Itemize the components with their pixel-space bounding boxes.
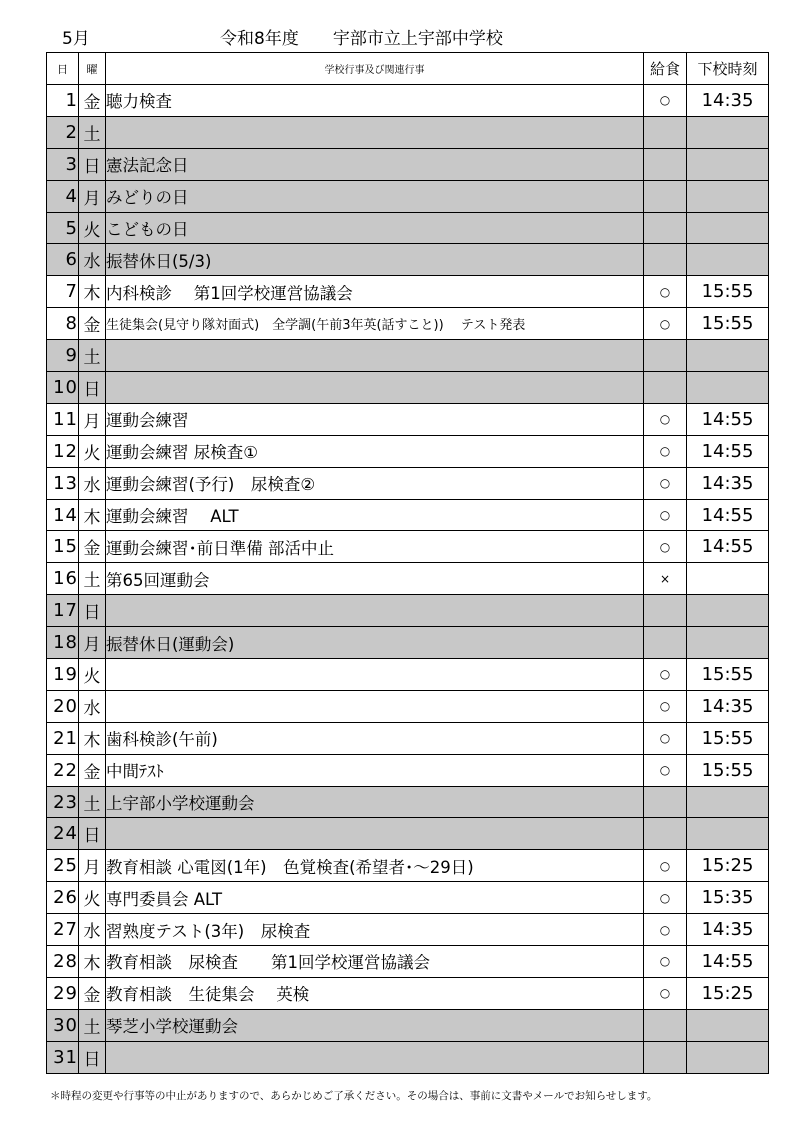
dismissal-time-cell: 14:35 (687, 914, 769, 946)
table-row (47, 1041, 769, 1073)
lunch-cell (644, 116, 687, 148)
day-cell: 15 (47, 531, 79, 563)
events-cell: 運動会練習 (106, 403, 644, 435)
lunch-cell: ○ (644, 946, 687, 978)
lunch-cell: ○ (644, 276, 687, 308)
table-row (47, 818, 769, 850)
dismissal-time-cell: 15:35 (687, 882, 769, 914)
events-cell (106, 659, 644, 691)
weekday-cell: 日 (79, 148, 106, 180)
day-cell: 17 (47, 595, 79, 627)
table-row (47, 850, 769, 882)
events-cell: 教育相談 心電図(1年) 色覚検査(希望者･～29日) (106, 850, 644, 882)
day-cell: 11 (47, 403, 79, 435)
table-row (47, 403, 769, 435)
table-row (47, 595, 769, 627)
table-row (47, 659, 769, 691)
dismissal-time-cell (687, 180, 769, 212)
dismissal-time-cell: 15:55 (687, 722, 769, 754)
lunch-cell: ○ (644, 531, 687, 563)
weekday-cell: 日 (79, 595, 106, 627)
events-cell (106, 340, 644, 372)
dismissal-time-cell (687, 627, 769, 659)
weekday-cell: 月 (79, 180, 106, 212)
table-row (47, 722, 769, 754)
lunch-cell (644, 372, 687, 404)
events-cell: 聴力検査 (106, 85, 644, 117)
weekday-cell: 木 (79, 722, 106, 754)
events-cell: 第65回運動会 (106, 563, 644, 595)
lunch-cell: ○ (644, 914, 687, 946)
dismissal-time-cell: 14:55 (687, 435, 769, 467)
dismissal-time-cell (687, 340, 769, 372)
table-row (47, 467, 769, 499)
table-header-row (47, 53, 769, 85)
events-cell: 憲法記念日 (106, 148, 644, 180)
dismissal-time-cell (687, 595, 769, 627)
day-cell: 30 (47, 1009, 79, 1041)
weekday-cell: 金 (79, 308, 106, 340)
dismissal-time-cell (687, 1041, 769, 1073)
lunch-cell: ○ (644, 977, 687, 1009)
column-header-lunch: 給食 (644, 53, 687, 85)
dismissal-time-cell: 14:35 (687, 85, 769, 117)
weekday-cell: 火 (79, 882, 106, 914)
weekday-cell: 金 (79, 531, 106, 563)
events-cell: こどもの日 (106, 212, 644, 244)
lunch-cell: ○ (644, 722, 687, 754)
weekday-cell: 土 (79, 340, 106, 372)
dismissal-time-cell: 14:35 (687, 690, 769, 722)
dismissal-time-cell (687, 244, 769, 276)
lunch-cell: ○ (644, 690, 687, 722)
table-row (47, 786, 769, 818)
dismissal-time-cell (687, 372, 769, 404)
column-header-events: 学校行事及び関連行事 (106, 53, 644, 85)
lunch-cell: ○ (644, 499, 687, 531)
table-row (47, 690, 769, 722)
dismissal-time-cell: 14:55 (687, 403, 769, 435)
day-cell: 4 (47, 180, 79, 212)
table-row (47, 914, 769, 946)
lunch-cell (644, 180, 687, 212)
events-cell (106, 1041, 644, 1073)
day-cell: 24 (47, 818, 79, 850)
table-row (47, 180, 769, 212)
events-cell (106, 372, 644, 404)
events-cell: 運動会練習･前日準備 部活中止 (106, 531, 644, 563)
dismissal-time-cell (687, 212, 769, 244)
table-row (47, 372, 769, 404)
dismissal-time-cell: 15:55 (687, 276, 769, 308)
page-title: 令和8年度 宇部市立上宇部中学校 (220, 29, 503, 49)
day-cell: 19 (47, 659, 79, 691)
table-row (47, 212, 769, 244)
lunch-cell: ○ (644, 659, 687, 691)
lunch-cell: ○ (644, 754, 687, 786)
day-cell: 16 (47, 563, 79, 595)
table-row (47, 244, 769, 276)
dismissal-time-cell: 15:25 (687, 850, 769, 882)
weekday-cell: 月 (79, 850, 106, 882)
lunch-cell (644, 786, 687, 818)
table-row (47, 340, 769, 372)
lunch-cell (644, 595, 687, 627)
table-row (47, 531, 769, 563)
weekday-cell: 金 (79, 754, 106, 786)
day-cell: 13 (47, 467, 79, 499)
events-cell: 琴芝小学校運動会 (106, 1009, 644, 1041)
table-row (47, 977, 769, 1009)
events-cell: 運動会練習(予行) 尿検査② (106, 467, 644, 499)
day-cell: 25 (47, 850, 79, 882)
events-cell: 教育相談 生徒集会 英検 (106, 977, 644, 1009)
lunch-cell: ○ (644, 308, 687, 340)
weekday-cell: 水 (79, 690, 106, 722)
weekday-cell: 火 (79, 212, 106, 244)
day-cell: 5 (47, 212, 79, 244)
day-cell: 9 (47, 340, 79, 372)
day-cell: 23 (47, 786, 79, 818)
day-cell: 10 (47, 372, 79, 404)
weekday-cell: 木 (79, 499, 106, 531)
page-header (0, 20, 800, 50)
events-cell: 歯科検診(午前) (106, 722, 644, 754)
dismissal-time-cell: 14:55 (687, 499, 769, 531)
table-row (47, 435, 769, 467)
month-label: 5月 (62, 29, 90, 49)
lunch-cell: ○ (644, 882, 687, 914)
dismissal-time-cell: 15:55 (687, 754, 769, 786)
weekday-cell: 水 (79, 914, 106, 946)
lunch-cell (644, 627, 687, 659)
events-cell: 中間ﾃｽﾄ (106, 754, 644, 786)
events-cell: みどりの日 (106, 180, 644, 212)
column-header-weekday: 曜 (79, 53, 106, 85)
lunch-cell: ○ (644, 85, 687, 117)
weekday-cell: 金 (79, 85, 106, 117)
table-row (47, 882, 769, 914)
day-cell: 21 (47, 722, 79, 754)
day-cell: 26 (47, 882, 79, 914)
lunch-cell (644, 212, 687, 244)
events-cell: 習熟度テスト(3年) 尿検査 (106, 914, 644, 946)
day-cell: 14 (47, 499, 79, 531)
day-cell: 8 (47, 308, 79, 340)
weekday-cell: 木 (79, 276, 106, 308)
weekday-cell: 金 (79, 977, 106, 1009)
weekday-cell: 月 (79, 403, 106, 435)
events-cell: 運動会練習 ALT (106, 499, 644, 531)
weekday-cell: 日 (79, 1041, 106, 1073)
events-cell: 生徒集会(見守り隊対面式) 全学調(午前3年英(話すこと)) テスト発表 (106, 308, 644, 340)
monthly-schedule-table (46, 52, 769, 1074)
lunch-cell: ○ (644, 435, 687, 467)
day-cell: 29 (47, 977, 79, 1009)
day-cell: 7 (47, 276, 79, 308)
weekday-cell: 火 (79, 435, 106, 467)
events-cell: 運動会練習 尿検査① (106, 435, 644, 467)
day-cell: 1 (47, 85, 79, 117)
table-row (47, 627, 769, 659)
weekday-cell: 土 (79, 563, 106, 595)
weekday-cell: 日 (79, 372, 106, 404)
lunch-cell: ○ (644, 403, 687, 435)
day-cell: 22 (47, 754, 79, 786)
column-header-dismissal-time: 下校時刻 (687, 53, 769, 85)
events-cell (106, 818, 644, 850)
day-cell: 2 (47, 116, 79, 148)
lunch-cell: ○ (644, 467, 687, 499)
table-row (47, 276, 769, 308)
lunch-cell (644, 148, 687, 180)
dismissal-time-cell (687, 116, 769, 148)
day-cell: 27 (47, 914, 79, 946)
table-row (47, 754, 769, 786)
table-row (47, 85, 769, 117)
day-cell: 28 (47, 946, 79, 978)
day-cell: 6 (47, 244, 79, 276)
lunch-cell: × (644, 563, 687, 595)
dismissal-time-cell: 14:35 (687, 467, 769, 499)
table-row (47, 1009, 769, 1041)
dismissal-time-cell: 15:55 (687, 659, 769, 691)
weekday-cell: 月 (79, 627, 106, 659)
events-cell: 教育相談 尿検査 第1回学校運営協議会 (106, 946, 644, 978)
table-row (47, 148, 769, 180)
events-cell (106, 116, 644, 148)
table-row (47, 308, 769, 340)
day-cell: 12 (47, 435, 79, 467)
events-cell (106, 690, 644, 722)
weekday-cell: 水 (79, 467, 106, 499)
lunch-cell (644, 1009, 687, 1041)
weekday-cell: 火 (79, 659, 106, 691)
dismissal-time-cell (687, 818, 769, 850)
events-cell (106, 595, 644, 627)
events-cell: 振替休日(5/3) (106, 244, 644, 276)
lunch-cell: ○ (644, 850, 687, 882)
lunch-cell (644, 340, 687, 372)
dismissal-time-cell: 14:55 (687, 531, 769, 563)
table-row (47, 499, 769, 531)
table-row (47, 116, 769, 148)
dismissal-time-cell: 15:55 (687, 308, 769, 340)
day-cell: 31 (47, 1041, 79, 1073)
footnote: ＊時程の変更や行事等の中止がありますので、あらかじめご了承ください。その場合は、事前に文書やメールでお知らせします。 (50, 1090, 658, 1102)
dismissal-time-cell (687, 1009, 769, 1041)
events-cell: 内科検診 第1回学校運営協議会 (106, 276, 644, 308)
lunch-cell (644, 818, 687, 850)
day-cell: 3 (47, 148, 79, 180)
lunch-cell (644, 1041, 687, 1073)
table-row (47, 563, 769, 595)
dismissal-time-cell: 14:55 (687, 946, 769, 978)
day-cell: 18 (47, 627, 79, 659)
weekday-cell: 日 (79, 818, 106, 850)
dismissal-time-cell: 15:25 (687, 977, 769, 1009)
weekday-cell: 木 (79, 946, 106, 978)
events-cell: 専門委員会 ALT (106, 882, 644, 914)
dismissal-time-cell (687, 563, 769, 595)
lunch-cell (644, 244, 687, 276)
weekday-cell: 土 (79, 1009, 106, 1041)
dismissal-time-cell (687, 148, 769, 180)
events-cell: 上宇部小学校運動会 (106, 786, 644, 818)
column-header-day: 日 (47, 53, 79, 85)
weekday-cell: 水 (79, 244, 106, 276)
weekday-cell: 土 (79, 786, 106, 818)
table-row (47, 946, 769, 978)
events-cell: 振替休日(運動会) (106, 627, 644, 659)
dismissal-time-cell (687, 786, 769, 818)
weekday-cell: 土 (79, 116, 106, 148)
day-cell: 20 (47, 690, 79, 722)
